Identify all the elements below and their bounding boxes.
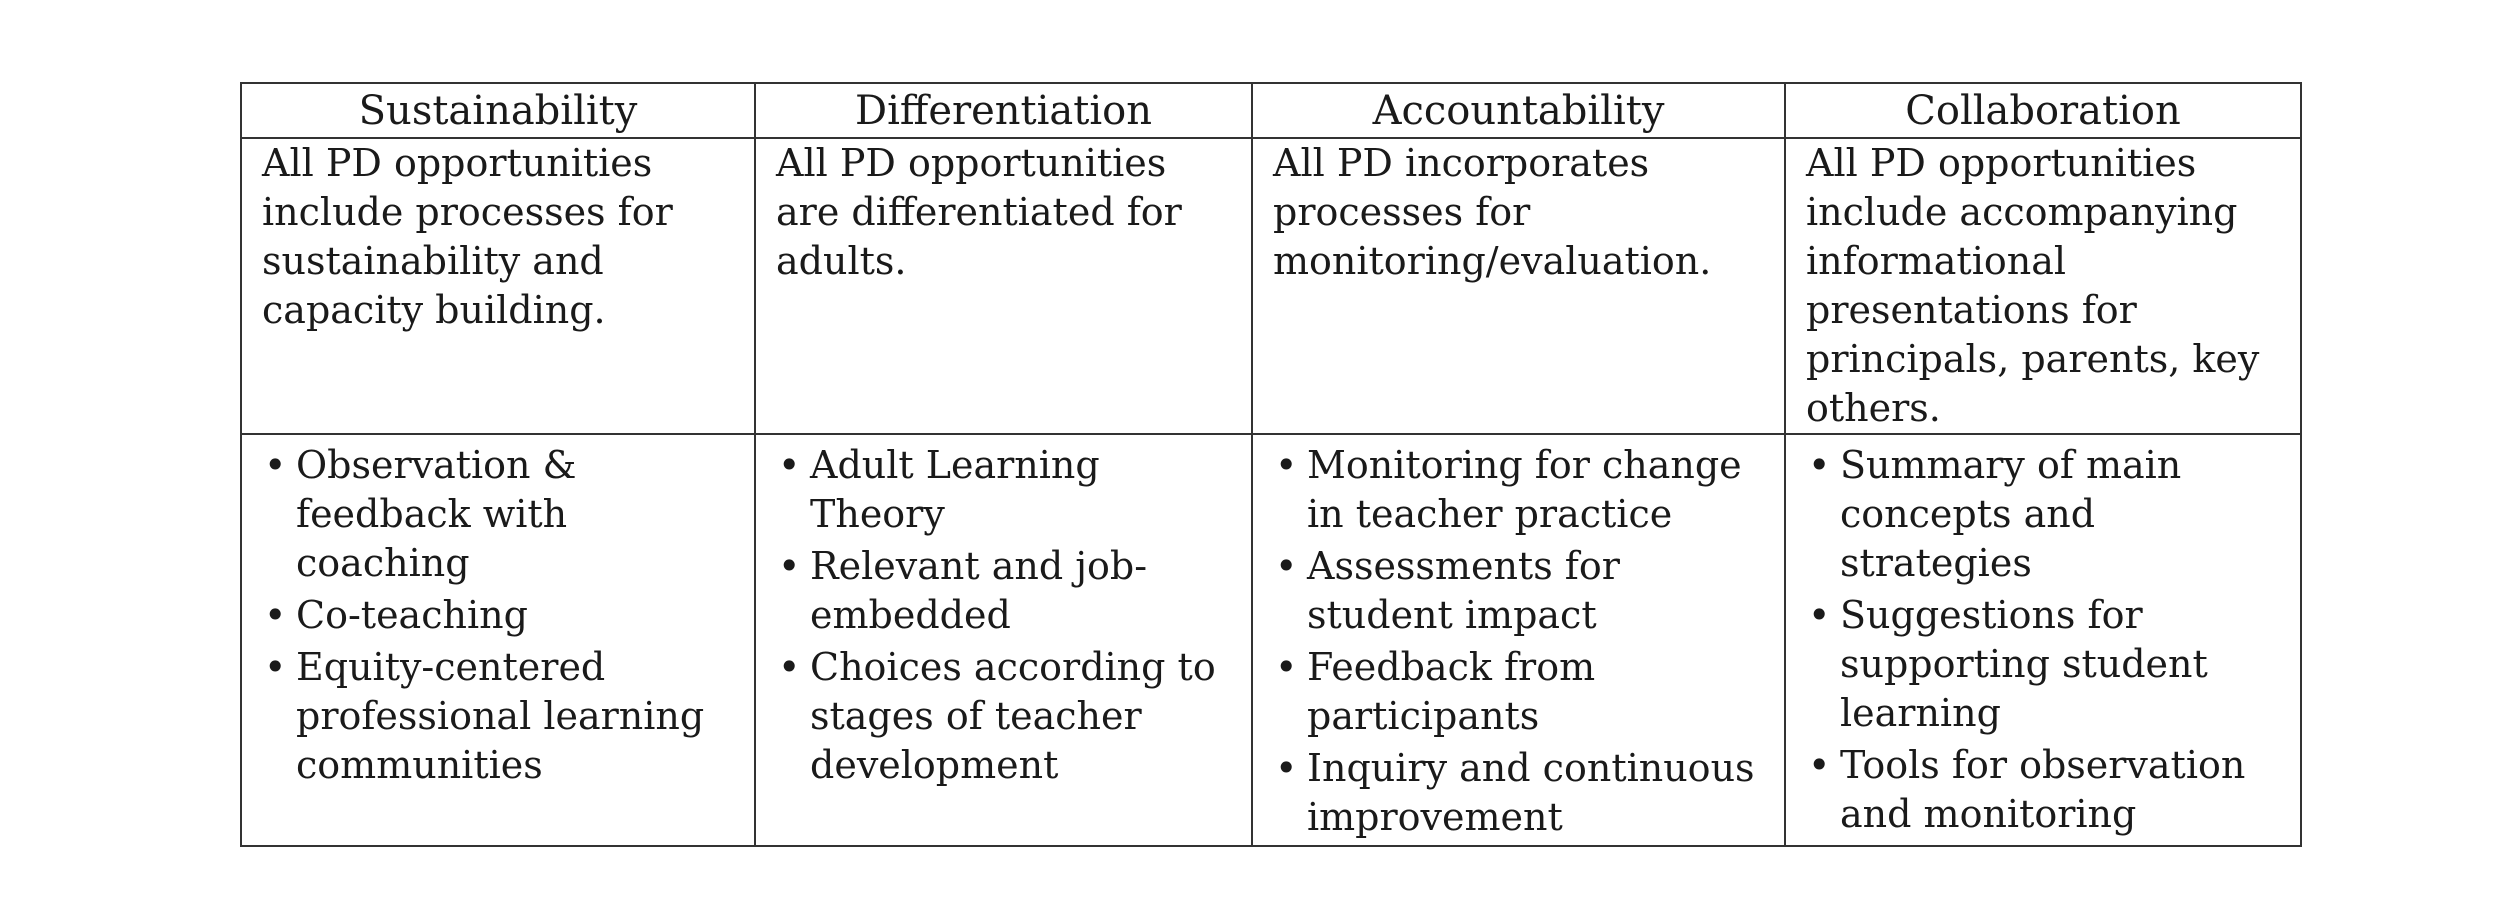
list-item	[262, 591, 736, 640]
list-item	[1806, 591, 2282, 738]
list-item	[1273, 643, 1766, 741]
list-item-text: Observation & feedback with coaching	[296, 443, 577, 585]
bullet-list	[262, 441, 736, 790]
summary-row	[241, 138, 2301, 434]
bullet-icon: •	[778, 645, 801, 689]
list-item	[1806, 441, 2282, 588]
bullet-icon: •	[1275, 443, 1298, 487]
bullet-icon: •	[264, 645, 287, 689]
list-item-text: Summary of main concepts and strategies	[1840, 443, 2182, 585]
bullet-icon: •	[1275, 544, 1298, 588]
practices-collaboration	[1785, 434, 2301, 846]
list-item-text: Feedback from participants	[1307, 645, 1596, 738]
header-accountability: Accountability	[1252, 83, 1785, 138]
pd-framework-table	[240, 82, 2302, 847]
bullet-icon: •	[1808, 443, 1831, 487]
header-sustainability: Sustainability	[241, 83, 755, 138]
bullet-icon: •	[1808, 743, 1831, 787]
list-item	[1273, 441, 1766, 539]
summary-accountability: All PD incorporates processes for monitoring/evaluation.	[1252, 138, 1785, 434]
list-item-text: Choices according to stages of teacher development	[810, 645, 1216, 787]
list-item-text: Assessments for student impact	[1307, 544, 1620, 637]
header-differentiation: Differentiation	[755, 83, 1252, 138]
header-collaboration: Collaboration	[1785, 83, 2301, 138]
bullet-list	[1806, 441, 2282, 839]
list-item	[776, 643, 1233, 790]
list-item	[262, 441, 736, 588]
list-item	[776, 441, 1233, 539]
bullet-icon: •	[778, 544, 801, 588]
list-item-text: Relevant and job-embedded	[810, 544, 1148, 637]
list-item-text: Tools for observation and monitoring	[1840, 743, 2246, 836]
list-item	[776, 542, 1233, 640]
list-item-text: Suggestions for supporting student learning	[1840, 593, 2208, 735]
bullet-list	[1273, 441, 1766, 842]
list-item	[262, 643, 736, 790]
practices-differentiation	[755, 434, 1252, 846]
list-item-text: Co-teaching	[296, 593, 528, 637]
bullet-icon: •	[264, 443, 287, 487]
bullet-icon: •	[778, 443, 801, 487]
summary-differentiation: All PD opportunities are differentiated for adults.	[755, 138, 1252, 434]
list-item-text: Monitoring for change in teacher practice	[1307, 443, 1742, 536]
practices-sustainability	[241, 434, 755, 846]
list-item-text: Adult Learning Theory	[810, 443, 1100, 536]
bullet-icon: •	[1275, 645, 1298, 689]
practices-accountability	[1252, 434, 1785, 846]
bullet-icon: •	[1808, 593, 1831, 637]
list-item-text: Inquiry and continuous improvement	[1307, 746, 1755, 839]
bullet-icon: •	[1275, 746, 1298, 790]
bullet-icon: •	[264, 593, 287, 637]
list-item	[1806, 741, 2282, 839]
list-item	[1273, 744, 1766, 842]
practices-row	[241, 434, 2301, 846]
header-row	[241, 83, 2301, 138]
bullet-list	[776, 441, 1233, 790]
list-item-text: Equity-centered professional learning communities	[296, 645, 705, 787]
summary-sustainability: All PD opportunities include processes for sustainability and capacity building.	[241, 138, 755, 434]
list-item	[1273, 542, 1766, 640]
summary-collaboration: All PD opportunities include accompanying informational presentations for principals, parents, key others.	[1785, 138, 2301, 434]
